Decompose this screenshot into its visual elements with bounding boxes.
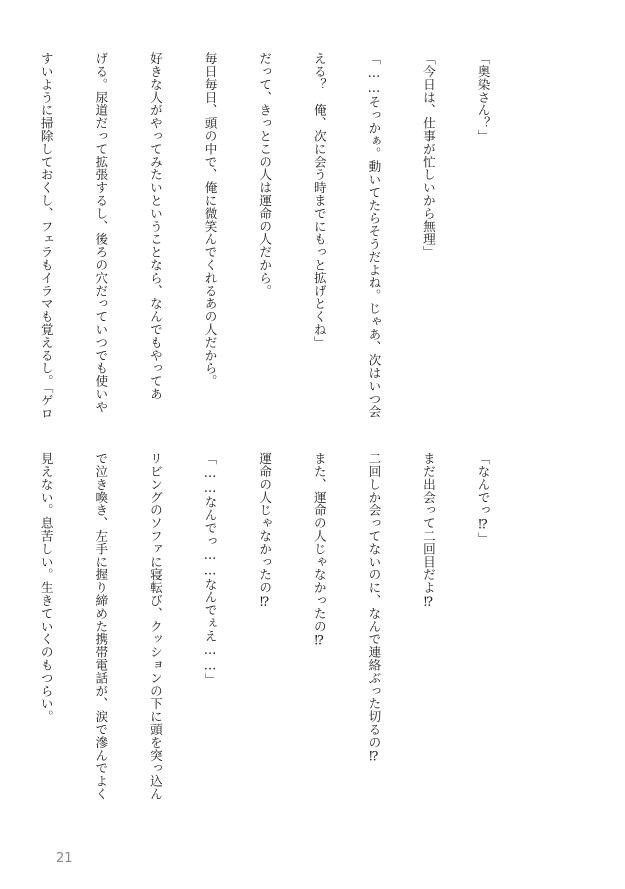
text-line: 「……なんでっ……なんでぇえ……」 bbox=[202, 452, 218, 686]
text-line: だって、きっとこの人は運命の人だから。 bbox=[257, 52, 273, 298]
text-line: すいように掃除しておくし、フェラもイラマも覚えるし。「ゲロ bbox=[38, 52, 54, 420]
text-line: 毎日毎日、頭の中で、俺に微笑んでくれるあの人だから。 bbox=[202, 52, 218, 388]
text-line: 「奥染さん？」 bbox=[475, 52, 491, 143]
text-line: また、運命の人じゃなかったの⁉ bbox=[311, 452, 327, 648]
page-number: 21 bbox=[56, 851, 73, 866]
bottom-text-column bbox=[38, 452, 528, 824]
text-line: 「……そっかぁ。動いてたらそうだよね。じゃあ、次はいつ会 bbox=[366, 52, 382, 418]
text-line: 二回しか会ってないのに、なんで連絡ぶった切るの⁉ bbox=[366, 452, 382, 764]
text-line: リビングのソファに寝転び、クッションの下に頭を突っ込ん bbox=[147, 452, 163, 801]
text-line: 見えない。息苦しい。生きていくのもつらい。 bbox=[38, 452, 54, 723]
top-text-column bbox=[38, 52, 528, 424]
text-line: 運命の人じゃなかったの⁉ bbox=[257, 452, 273, 610]
text-line: 「今日は、仕事が忙しいから無理」 bbox=[420, 52, 436, 259]
text-line: 好きな人がやってみたいということなら、なんでもやってあ bbox=[147, 52, 163, 401]
text-line: える？ 俺、次に会う時までにもっと拡げとくね」 bbox=[311, 52, 327, 349]
text-line: で泣き喚き、左手に握り締めた携帯電話が、涙で滲んでよく bbox=[93, 452, 109, 801]
text-line: 「なんでっ⁉」 bbox=[475, 452, 491, 545]
text-line: まだ出会って二回目だよ⁉ bbox=[420, 452, 436, 610]
text-line: げる。尿道だって拡張するし、後ろの穴だっていつでも使いや bbox=[93, 52, 109, 414]
